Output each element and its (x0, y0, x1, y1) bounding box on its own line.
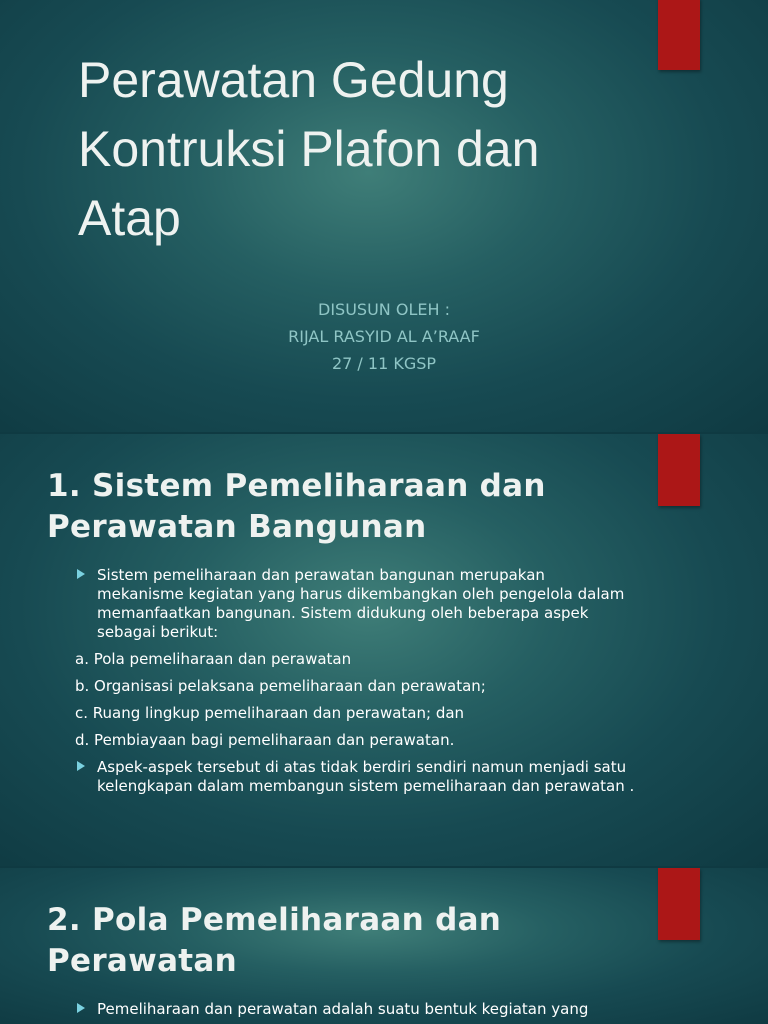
slide-body (75, 566, 635, 804)
bullet-arrow-icon (77, 761, 85, 771)
bullet-arrow-icon (77, 1003, 85, 1013)
slide-body (75, 1000, 635, 1024)
cover-title: Perawatan Gedung Kontruksi Plafon dan Atap (78, 52, 540, 246)
subtitle-line: RIJAL RASYID AL A’RAAF (288, 327, 480, 346)
slide-title: 1. Sistem Pemeliharaan dan Perawatan Bangunan (47, 468, 546, 545)
subtitle-line: DISUSUN OLEH : (318, 300, 450, 319)
list-item: c. Ruang lingkup pemeliharaan dan perawatan; dan (75, 704, 465, 722)
bullet-text: Aspek-aspek tersebut di atas tidak berdiri sendiri namun menjadi satu kelengkapan dalam membangun sistem pemeliharaan dan perawatan . (97, 758, 635, 795)
bullet-item (75, 758, 635, 796)
red-accent-tab (658, 0, 700, 70)
subtitle-line: 27 / 11 KGSP (331, 354, 437, 373)
bullet-item (75, 566, 635, 642)
cover-subtitle (0, 296, 768, 377)
slide-pola (0, 868, 768, 1024)
list-item: a. Pola pemeliharaan dan perawatan (75, 650, 352, 668)
list-item: d. Pembiayaan bagi pemeliharaan dan perawatan. (75, 731, 455, 749)
slide-sistem (0, 434, 768, 866)
red-accent-tab (658, 868, 700, 940)
slide-title: 2. Pola Pemeliharaan dan Perawatan (47, 902, 502, 979)
list-item: b. Organisasi pelaksana pemeliharaan dan perawatan; (75, 677, 486, 695)
bullet-arrow-icon (77, 569, 85, 579)
bullet-text: Pemeliharaan dan perawatan adalah suatu bentuk kegiatan yang (97, 1000, 589, 1018)
bullet-item (75, 1000, 635, 1019)
slide-cover (0, 0, 768, 432)
bullet-text: Sistem pemeliharaan dan perawatan bangunan merupakan mekanisme kegiatan yang harus dikembangkan oleh pengelola dalam memanfaatkan bangunan. Sistem didukung oleh beberapa aspek sebagai berikut: (97, 566, 625, 641)
red-accent-tab (658, 434, 700, 506)
